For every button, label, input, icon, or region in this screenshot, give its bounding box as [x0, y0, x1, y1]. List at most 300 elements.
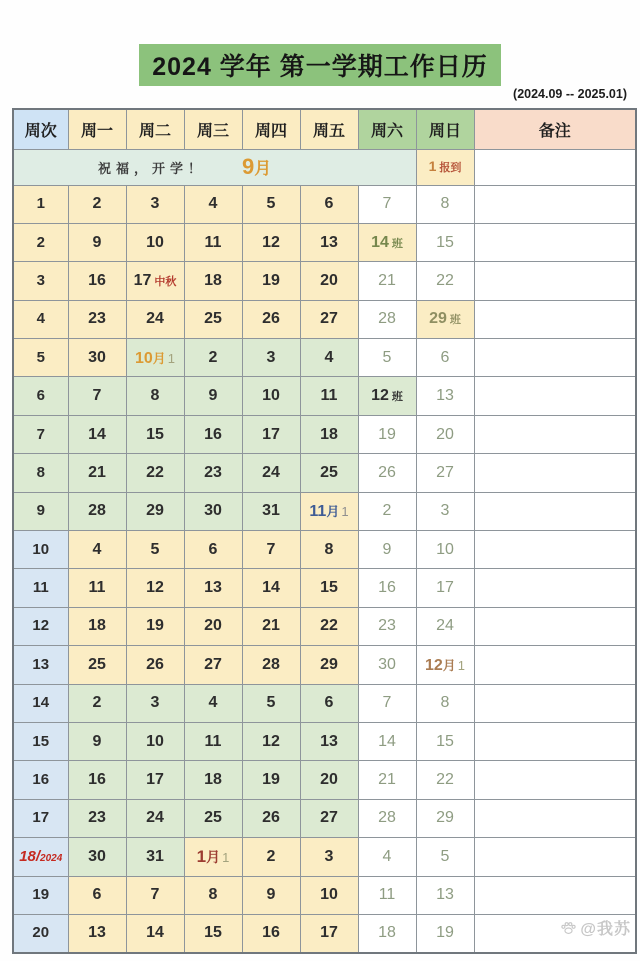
week-row — [13, 722, 636, 760]
note-cell — [474, 761, 636, 799]
day-cell — [300, 569, 358, 607]
day-cell — [184, 454, 242, 492]
opening-slogan: 祝福，开学！ — [98, 160, 207, 176]
week-row — [13, 531, 636, 569]
day-cell — [416, 799, 474, 837]
day-cell — [126, 377, 184, 415]
cell-text: 18 — [204, 771, 222, 789]
cell-text: 4 — [324, 348, 334, 366]
day-cell — [184, 492, 242, 530]
cell-text: 17 — [32, 809, 50, 827]
day-cell — [68, 569, 126, 607]
day-cell — [68, 339, 126, 377]
day-cell — [300, 607, 358, 645]
week-row — [13, 914, 636, 952]
cell-text: 7 — [266, 540, 276, 558]
day-cell — [416, 300, 474, 338]
day-cell — [68, 838, 126, 876]
week-row — [13, 415, 636, 453]
cell-text: 29 — [146, 502, 164, 520]
day-cell — [300, 223, 358, 261]
cell-text: 27 — [436, 463, 454, 481]
page-title: 2024 学年 第一学期工作日历 — [139, 44, 501, 86]
cell-text: 22 — [436, 771, 454, 789]
day-cell — [358, 300, 416, 338]
cell-text: 7 — [92, 387, 102, 405]
day-cell — [126, 914, 184, 952]
week-number-cell — [13, 185, 68, 223]
cell-text: 21 — [378, 271, 396, 289]
day-cell — [358, 492, 416, 530]
cell-text: 28 — [378, 809, 396, 827]
week-row — [13, 454, 636, 492]
cell-text: 3 — [440, 502, 450, 520]
day-cell — [68, 799, 126, 837]
note-cell — [474, 531, 636, 569]
day-cell — [126, 185, 184, 223]
day-cell — [358, 761, 416, 799]
day-cell — [416, 492, 474, 530]
day-cell — [242, 799, 300, 837]
day-cell — [184, 876, 242, 914]
cell-text: 11 — [320, 387, 338, 405]
cell-text: 月 — [326, 504, 340, 520]
cell-text: 15 — [204, 924, 222, 942]
day-cell — [126, 492, 184, 530]
day-cell — [300, 914, 358, 952]
week-number-cell — [13, 761, 68, 799]
day-cell — [68, 876, 126, 914]
cell-text: 月 — [206, 848, 221, 865]
week-row — [13, 761, 636, 799]
cell-text: 2024 — [40, 852, 63, 864]
day-cell — [242, 722, 300, 760]
cell-text: 5 — [382, 348, 392, 366]
day-cell — [358, 722, 416, 760]
cell-text: 30 — [88, 348, 106, 366]
cell-text: 4 — [208, 195, 218, 213]
cell-text: 31 — [146, 847, 164, 865]
cell-text: 6 — [324, 195, 334, 213]
cell-text: 3 — [150, 694, 160, 712]
cell-text: 9 — [382, 540, 392, 558]
cell-text: 31 — [262, 502, 280, 520]
week-row — [13, 569, 636, 607]
week-number-cell — [13, 646, 68, 684]
note-cell — [474, 684, 636, 722]
day-cell — [242, 492, 300, 530]
cell-text: 4 — [36, 310, 45, 328]
day-cell — [416, 377, 474, 415]
day-cell — [416, 607, 474, 645]
date-range: (2024.09 -- 2025.01) — [513, 87, 627, 101]
day-cell — [242, 876, 300, 914]
cell-text: 25 — [204, 809, 222, 827]
day-cell — [416, 185, 474, 223]
cell-text: 24 — [146, 809, 164, 827]
cell-text: 18 — [204, 271, 222, 289]
cell-text: 26 — [378, 463, 396, 481]
cell-text: 21 — [378, 771, 396, 789]
cell-text: 10 — [436, 540, 454, 558]
cell-text: 13 — [32, 655, 50, 673]
note-cell — [474, 262, 636, 300]
cell-text: 14 — [371, 233, 389, 251]
note-cell — [474, 339, 636, 377]
day-cell — [184, 415, 242, 453]
week-number-cell — [13, 838, 68, 876]
week-row — [13, 223, 636, 261]
day-cell — [184, 607, 242, 645]
day-cell — [242, 914, 300, 952]
note-cell — [474, 149, 636, 185]
cell-text: 1 — [341, 504, 349, 520]
cell-text: 25 — [204, 310, 222, 328]
day-cell — [126, 223, 184, 261]
cell-text: 21 — [88, 463, 106, 481]
cell-text: 班 — [449, 314, 461, 327]
day-cell — [184, 223, 242, 261]
note-cell — [474, 876, 636, 914]
day-cell — [358, 838, 416, 876]
cell-text: 16 — [32, 771, 50, 789]
cell-text: 11 — [32, 579, 49, 597]
day-cell — [184, 300, 242, 338]
day-cell — [358, 339, 416, 377]
day-cell — [184, 761, 242, 799]
cell-text: 19 — [262, 271, 280, 289]
cell-text: 2 — [266, 847, 276, 865]
cell-text: 9 — [208, 387, 218, 405]
day-cell — [184, 339, 242, 377]
day-cell — [242, 531, 300, 569]
day-cell — [416, 223, 474, 261]
day-cell — [416, 339, 474, 377]
cell-text: 11 — [88, 579, 106, 597]
cell-text: 1 — [36, 195, 45, 213]
cell-text: 19 — [32, 886, 50, 904]
note-cell — [474, 492, 636, 530]
cell-text: 14 — [146, 924, 164, 942]
cell-text: 19 — [436, 924, 454, 942]
week-number-cell — [13, 607, 68, 645]
col-header-notes: 备注 — [474, 109, 636, 149]
day-cell — [184, 799, 242, 837]
cell-text: 2 — [36, 233, 45, 251]
cell-text: 17 — [436, 579, 454, 597]
cell-text: 27 — [320, 310, 338, 328]
watermark — [560, 916, 631, 939]
cell-text: 6 — [92, 886, 102, 904]
cell-text: 5 — [266, 195, 276, 213]
week-row — [13, 377, 636, 415]
cell-text: 25 — [88, 655, 106, 673]
cell-text: 12 — [262, 233, 280, 251]
day-cell — [126, 262, 184, 300]
day-cell — [68, 415, 126, 453]
cell-text: 9 — [36, 502, 45, 520]
cell-text: 13 — [320, 732, 338, 750]
day-cell — [242, 569, 300, 607]
week-number-cell — [13, 223, 68, 261]
cell-text: 23 — [88, 809, 106, 827]
day-cell — [184, 569, 242, 607]
cell-text: 3 — [150, 195, 160, 213]
cell-text: 3 — [324, 847, 334, 865]
cell-text: 15 — [436, 732, 454, 750]
day-cell — [184, 838, 242, 876]
cell-text: 班 — [391, 237, 403, 250]
day-cell — [358, 607, 416, 645]
cell-text: 30 — [378, 655, 396, 673]
week-row — [13, 838, 636, 876]
day-cell — [300, 646, 358, 684]
day-cell — [242, 454, 300, 492]
day-cell — [416, 454, 474, 492]
day-cell — [184, 531, 242, 569]
day-cell — [68, 377, 126, 415]
week-row — [13, 876, 636, 914]
cell-text: 6 — [36, 387, 45, 405]
cell-text: 5 — [150, 540, 160, 558]
cell-text: 8 — [440, 694, 450, 712]
day-cell — [68, 492, 126, 530]
day-cell — [184, 722, 242, 760]
note-cell — [474, 607, 636, 645]
day-cell — [184, 185, 242, 223]
day-cell — [242, 262, 300, 300]
cell-text: 7 — [382, 694, 392, 712]
month-banner — [14, 154, 416, 180]
day-cell — [242, 415, 300, 453]
cell-text: 1 — [167, 350, 176, 366]
week-number-cell — [13, 300, 68, 338]
cell-text: 1 — [222, 849, 230, 865]
calendar-table — [12, 108, 637, 954]
day-cell — [184, 262, 242, 300]
day-cell — [68, 722, 126, 760]
day-cell — [126, 761, 184, 799]
cell-text: 13 — [204, 579, 222, 597]
week-number-cell — [13, 531, 68, 569]
cell-text: 28 — [88, 502, 106, 520]
day-cell — [126, 300, 184, 338]
day-cell — [184, 914, 242, 952]
day-cell — [300, 531, 358, 569]
day-cell — [300, 300, 358, 338]
cell-text: 23 — [378, 617, 396, 635]
day-cell — [300, 415, 358, 453]
day-cell — [300, 838, 358, 876]
week-number-cell — [13, 722, 68, 760]
cell-text: 11 — [204, 233, 222, 251]
cell-text: 15 — [32, 732, 50, 750]
cell-text: 14 — [262, 579, 280, 597]
cell-text: 11 — [378, 886, 396, 904]
cell-text: 22 — [436, 271, 454, 289]
day-cell — [68, 300, 126, 338]
day-cell — [358, 185, 416, 223]
day-cell — [126, 646, 184, 684]
september-header-row — [13, 149, 636, 185]
note-cell — [474, 454, 636, 492]
week-number-cell — [13, 799, 68, 837]
day-cell — [358, 569, 416, 607]
day-cell — [68, 684, 126, 722]
day-cell — [300, 722, 358, 760]
cell-text: 22 — [320, 617, 338, 635]
cell-text: 24 — [146, 310, 164, 328]
cell-text: 3 — [36, 271, 45, 289]
cell-text: 9 — [92, 732, 102, 750]
cell-text: 13 — [436, 886, 454, 904]
day-cell — [242, 185, 300, 223]
cell-text: 4 — [208, 694, 218, 712]
cell-text: 29 — [436, 809, 454, 827]
cell-text: 2 — [92, 195, 102, 213]
day-cell — [126, 454, 184, 492]
cell-text: 13 — [436, 387, 454, 405]
cell-text: 26 — [146, 655, 164, 673]
cell-text: 12 — [262, 732, 280, 750]
cell-text: 14 — [378, 732, 396, 750]
day-cell — [242, 761, 300, 799]
cell-text: 2 — [382, 502, 392, 520]
cell-text: 18 — [378, 924, 396, 942]
day-cell — [416, 684, 474, 722]
day-cell — [68, 761, 126, 799]
cell-text: 20 — [32, 924, 50, 942]
day-cell — [300, 185, 358, 223]
day-cell — [358, 223, 416, 261]
day-cell — [68, 607, 126, 645]
cell-text: 6 — [208, 540, 218, 558]
day-cell — [300, 339, 358, 377]
cell-text: 17 — [320, 924, 338, 942]
cell-text: 20 — [204, 617, 222, 635]
cell-text: 18/ — [19, 847, 41, 865]
cell-text: 20 — [436, 425, 454, 443]
cell-text: 5 — [266, 694, 276, 712]
week-number-cell — [13, 415, 68, 453]
week-number-cell — [13, 684, 68, 722]
week-number-cell — [13, 339, 68, 377]
day-cell — [300, 876, 358, 914]
day-cell — [68, 185, 126, 223]
day-cell — [242, 684, 300, 722]
cell-text: 12 — [371, 387, 389, 405]
cell-text: 8 — [208, 886, 218, 904]
cell-text: 14 — [88, 425, 106, 443]
day-cell — [416, 914, 474, 952]
day-cell — [358, 531, 416, 569]
cell-text: 20 — [320, 271, 338, 289]
col-header-friday: 周五 — [300, 109, 358, 149]
cell-text: 班 — [391, 391, 403, 404]
note-cell — [474, 377, 636, 415]
cell-text: 24 — [436, 617, 454, 635]
cell-text: 8 — [150, 387, 160, 405]
cell-text: 17 — [262, 425, 280, 443]
cell-text: 1 — [196, 846, 207, 866]
day-cell — [300, 799, 358, 837]
day-cell — [300, 377, 358, 415]
day-cell — [358, 377, 416, 415]
cell-text: 2 — [208, 348, 218, 366]
cell-text: 1 — [457, 657, 466, 673]
day-cell — [416, 262, 474, 300]
cell-text: 9 — [242, 154, 255, 179]
note-cell — [474, 838, 636, 876]
day-cell — [126, 607, 184, 645]
header-row — [13, 109, 636, 149]
cell-text: 19 — [146, 617, 164, 635]
cell-text: 19 — [378, 425, 396, 443]
cell-text: 29 — [429, 310, 447, 328]
day-cell — [358, 646, 416, 684]
day-cell — [242, 377, 300, 415]
cell-text: 7 — [150, 886, 160, 904]
week-row — [13, 646, 636, 684]
cell-text: 10 — [146, 233, 164, 251]
note-cell — [474, 722, 636, 760]
week-row — [13, 607, 636, 645]
cell-text: 13 — [88, 924, 106, 942]
cell-text: 17 — [146, 771, 164, 789]
cell-text: 8 — [324, 540, 334, 558]
note-cell — [474, 223, 636, 261]
day-cell — [358, 454, 416, 492]
cell-text: 报到 — [439, 162, 462, 174]
cell-text: 23 — [204, 463, 222, 481]
cell-text: 3 — [266, 348, 276, 366]
day-cell — [126, 569, 184, 607]
day-cell — [126, 876, 184, 914]
col-header-wednesday: 周三 — [184, 109, 242, 149]
col-header-tuesday: 周二 — [126, 109, 184, 149]
col-header-thursday: 周四 — [242, 109, 300, 149]
cell-text: 月 — [442, 657, 456, 673]
cell-text: 28 — [262, 655, 280, 673]
week-row — [13, 684, 636, 722]
day-cell — [358, 799, 416, 837]
note-cell — [474, 300, 636, 338]
calendar-body — [13, 149, 636, 953]
cell-text: 29 — [320, 655, 338, 673]
day-cell — [242, 838, 300, 876]
cell-text: 11 — [309, 503, 327, 521]
cell-text: 10 — [320, 886, 338, 904]
month-banner-cell — [13, 149, 416, 185]
cell-text: 27 — [320, 809, 338, 827]
cell-text: 2 — [92, 694, 102, 712]
cell-text: 17 — [133, 271, 152, 289]
day-cell — [416, 838, 474, 876]
cell-text: 30 — [88, 847, 106, 865]
cell-text: 1 — [428, 158, 437, 174]
day-cell — [126, 799, 184, 837]
cell-text: 13 — [320, 233, 338, 251]
cell-text: 26 — [262, 809, 280, 827]
week-row — [13, 300, 636, 338]
cell-text: 18 — [88, 617, 106, 635]
week-number-cell — [13, 569, 68, 607]
cell-text: 16 — [88, 271, 106, 289]
day-cell — [358, 914, 416, 952]
cell-text: 中秋 — [154, 275, 177, 288]
day-cell — [126, 415, 184, 453]
day-cell — [416, 722, 474, 760]
